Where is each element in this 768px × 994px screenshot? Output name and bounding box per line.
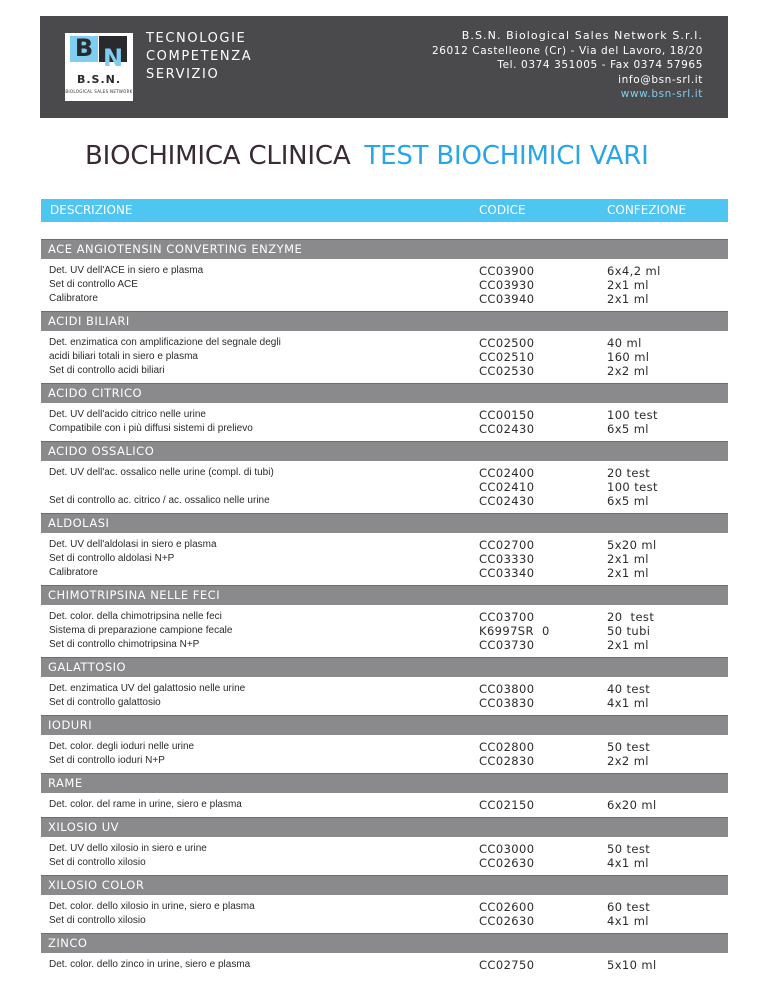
description-line: Calibratore bbox=[49, 293, 98, 304]
category-header: XILOSIO COLOR bbox=[41, 875, 728, 895]
logo-tagline: BIOLOGICAL SALES NETWORK bbox=[65, 89, 133, 94]
pack-line: 40 test bbox=[607, 682, 651, 696]
code-line: CC02630 bbox=[479, 856, 535, 870]
page-header bbox=[40, 16, 728, 118]
code-line: CC03340 bbox=[479, 566, 535, 580]
logo-letter-b: B bbox=[74, 34, 94, 62]
product-descriptions bbox=[49, 958, 469, 972]
product-descriptions bbox=[49, 466, 469, 508]
product-codes bbox=[479, 900, 599, 928]
product-descriptions bbox=[49, 900, 469, 928]
product-group bbox=[41, 953, 728, 977]
product-descriptions bbox=[49, 610, 469, 652]
product-descriptions bbox=[49, 264, 469, 306]
title-main: BIOCHIMICA CLINICA bbox=[85, 141, 351, 171]
product-descriptions bbox=[49, 682, 469, 710]
pack-line: 2x1 ml bbox=[607, 552, 649, 566]
description-line: Set di controllo xilosio bbox=[49, 857, 146, 868]
category-header: ACIDO OSSALICO bbox=[41, 441, 728, 461]
category-header: ACIDI BILIARI bbox=[41, 311, 728, 331]
description-line: Set di controllo galattosio bbox=[49, 697, 161, 708]
pack-line: 100 test bbox=[607, 408, 658, 422]
product-descriptions bbox=[49, 538, 469, 580]
product-packs bbox=[607, 798, 657, 812]
bsn-logo bbox=[65, 33, 133, 101]
category-header: ZINCO bbox=[41, 933, 728, 953]
description-line: Det. color. dello xilosio in urine, siero e plasma bbox=[49, 901, 255, 912]
code-line: CC02400 bbox=[479, 466, 535, 480]
code-line: CC02410 bbox=[479, 480, 535, 494]
description-line: acidi biliari totali in siero e plasma bbox=[49, 351, 198, 362]
slogan-line: COMPETENZA bbox=[146, 49, 253, 64]
column-header-bar bbox=[41, 199, 728, 222]
product-codes bbox=[479, 958, 599, 972]
description-line: Set di controllo xilosio bbox=[49, 915, 146, 926]
code-line: CC03730 bbox=[479, 638, 535, 652]
title-sub: TEST BIOCHIMICI VARI bbox=[364, 141, 649, 171]
product-group bbox=[41, 461, 728, 513]
logo-wordmark: B.S.N. bbox=[76, 73, 122, 86]
code-line: CC02830 bbox=[479, 754, 535, 768]
product-packs bbox=[607, 610, 654, 652]
logo-letter-n: N bbox=[102, 44, 124, 72]
description-line: Det. enzimatica con amplificazione del segnale degli bbox=[49, 337, 281, 348]
product-group bbox=[41, 331, 728, 383]
description-line: Det. color. del rame in urine, siero e plasma bbox=[49, 799, 242, 810]
product-group bbox=[41, 533, 728, 585]
description-line: Det. UV dell'aldolasi in siero e plasma bbox=[49, 539, 217, 550]
pack-line: 2x1 ml bbox=[607, 566, 649, 580]
code-line: CC02150 bbox=[479, 798, 535, 812]
description-line: Det. color. dello zinco in urine, siero e plasma bbox=[49, 959, 251, 970]
code-line: CC03700 bbox=[479, 610, 535, 624]
pack-line: 5x20 ml bbox=[607, 538, 657, 552]
category-header: ACE ANGIOTENSIN CONVERTING ENZYME bbox=[41, 239, 728, 259]
product-codes bbox=[479, 408, 599, 436]
pack-line: 4x1 ml bbox=[607, 914, 649, 928]
product-group bbox=[41, 793, 728, 817]
code-line: CC02530 bbox=[479, 364, 535, 378]
product-packs bbox=[607, 538, 657, 580]
product-packs bbox=[607, 900, 650, 928]
category-header: GALATTOSIO bbox=[41, 657, 728, 677]
pack-line: 6x4,2 ml bbox=[607, 264, 661, 278]
code-line: CC02600 bbox=[479, 900, 535, 914]
description-line: Set di controllo acidi biliari bbox=[49, 365, 165, 376]
product-codes bbox=[479, 842, 599, 870]
pack-line: 20 test bbox=[607, 466, 651, 480]
product-group bbox=[41, 403, 728, 441]
slogan-line: SERVIZIO bbox=[146, 67, 220, 82]
pack-line: 40 ml bbox=[607, 336, 642, 350]
code-line: CC02800 bbox=[479, 740, 535, 754]
description-line: Det. color. della chimotripsina nelle feci bbox=[49, 611, 222, 622]
description-line: Det. UV dell'ac. ossalico nelle urine (compl. di tubi) bbox=[49, 467, 274, 478]
category-header: IODURI bbox=[41, 715, 728, 735]
product-group bbox=[41, 605, 728, 657]
code-line: CC03930 bbox=[479, 278, 535, 292]
product-packs bbox=[607, 336, 649, 378]
product-group bbox=[41, 735, 728, 773]
company-phone: Tel. 0374 351005 - Fax 0374 57965 bbox=[497, 59, 703, 71]
company-website[interactable]: www.bsn-srl.it bbox=[620, 88, 703, 100]
column-pack: CONFEZIONE bbox=[607, 203, 687, 217]
description-line: Det. color. degli ioduri nelle urine bbox=[49, 741, 195, 752]
category-header: ALDOLASI bbox=[41, 513, 728, 533]
description-line: Det. UV dell'ACE in siero e plasma bbox=[49, 265, 204, 276]
pack-line: 60 test bbox=[607, 900, 651, 914]
description-line: Calibratore bbox=[49, 567, 98, 578]
pack-line: 2x1 ml bbox=[607, 638, 649, 652]
code-line: CC03330 bbox=[479, 552, 535, 566]
code-line: CC02510 bbox=[479, 350, 535, 364]
description-line bbox=[49, 480, 469, 494]
company-address: 26012 Castelleone (Cr) - Via del Lavoro, 18/20 bbox=[431, 44, 703, 57]
description-line: Det. enzimatica UV del galattosio nelle urine bbox=[49, 683, 246, 694]
product-codes bbox=[479, 466, 599, 508]
code-line: CC03800 bbox=[479, 682, 535, 696]
company-info bbox=[432, 29, 703, 102]
category-header: XILOSIO UV bbox=[41, 817, 728, 837]
product-descriptions bbox=[49, 336, 469, 378]
company-name: B.S.N. Biological Sales Network S.r.l. bbox=[461, 29, 703, 42]
description-line: Set di controllo ioduri N+P bbox=[49, 755, 165, 766]
code-line: CC03940 bbox=[479, 292, 535, 306]
product-table bbox=[41, 223, 728, 977]
product-packs bbox=[607, 408, 658, 436]
description-line: Compatibile con i più diffusi sistemi di prelievo bbox=[49, 423, 253, 434]
product-descriptions bbox=[49, 740, 469, 768]
column-code: CODICE bbox=[479, 203, 526, 217]
product-group bbox=[41, 259, 728, 311]
code-line: CC02700 bbox=[479, 538, 535, 552]
pack-line: 2x1 ml bbox=[607, 292, 649, 306]
pack-line: 5x10 ml bbox=[607, 958, 657, 972]
code-line: CC00150 bbox=[479, 408, 535, 422]
product-codes bbox=[479, 264, 599, 306]
pack-line: 6x5 ml bbox=[607, 494, 649, 508]
code-line: CC02430 bbox=[479, 494, 535, 508]
description-line: Sistema di preparazione campione fecale bbox=[49, 625, 233, 636]
code-line: CC03830 bbox=[479, 696, 535, 710]
product-codes bbox=[479, 610, 599, 652]
pack-line: 160 ml bbox=[607, 350, 650, 364]
code-line: CC03000 bbox=[479, 842, 535, 856]
pack-line: 4x1 ml bbox=[607, 856, 649, 870]
description-line: Set di controllo ac. citrico / ac. ossalico nelle urine bbox=[49, 495, 270, 506]
product-group bbox=[41, 677, 728, 715]
code-line: CC02500 bbox=[479, 336, 535, 350]
description-line: Det. UV dell'acido citrico nelle urine bbox=[49, 409, 206, 420]
code-line: CC02430 bbox=[479, 422, 535, 436]
pack-line: 2x1 ml bbox=[607, 278, 649, 292]
description-line: Set di controllo aldolasi N+P bbox=[49, 553, 175, 564]
description-line: Det. UV dello xilosio in siero e urine bbox=[49, 843, 207, 854]
slogan-line: TECNOLOGIE bbox=[146, 31, 247, 46]
company-email[interactable]: info@bsn-srl.it bbox=[618, 73, 703, 86]
pack-line: 50 test bbox=[607, 740, 651, 754]
product-codes bbox=[479, 740, 599, 768]
column-description: DESCRIZIONE bbox=[50, 203, 133, 217]
code-line: K6997SR 0 bbox=[479, 624, 550, 638]
category-header: ACIDO CITRICO bbox=[41, 383, 728, 403]
product-packs bbox=[607, 740, 650, 768]
product-descriptions bbox=[49, 842, 469, 870]
product-packs bbox=[607, 842, 650, 870]
product-group bbox=[41, 895, 728, 933]
product-codes bbox=[479, 682, 599, 710]
pack-line: 2x2 ml bbox=[607, 754, 649, 768]
product-descriptions bbox=[49, 798, 469, 812]
product-packs bbox=[607, 958, 657, 972]
pack-line: 4x1 ml bbox=[607, 696, 649, 710]
page-title bbox=[85, 141, 649, 171]
code-line: CC02630 bbox=[479, 914, 535, 928]
category-header: RAME bbox=[41, 773, 728, 793]
product-packs bbox=[607, 682, 650, 710]
pack-line: 100 test bbox=[607, 480, 658, 494]
code-line: CC03900 bbox=[479, 264, 535, 278]
pack-line: 20 test bbox=[607, 610, 655, 624]
slogan bbox=[146, 30, 252, 84]
pack-line: 6x20 ml bbox=[607, 798, 657, 812]
pack-line: 50 tubi bbox=[607, 624, 651, 638]
code-line: CC02750 bbox=[479, 958, 535, 972]
product-packs bbox=[607, 466, 658, 508]
description-line: Set di controllo chimotripsina N+P bbox=[49, 639, 200, 650]
product-codes bbox=[479, 538, 599, 580]
product-descriptions bbox=[49, 408, 469, 436]
product-codes bbox=[479, 336, 599, 378]
product-codes bbox=[479, 798, 599, 812]
product-group bbox=[41, 837, 728, 875]
pack-line: 50 test bbox=[607, 842, 651, 856]
description-line: Set di controllo ACE bbox=[49, 279, 138, 290]
product-packs bbox=[607, 264, 661, 306]
pack-line: 2x2 ml bbox=[607, 364, 649, 378]
category-header: CHIMOTRIPSINA NELLE FECI bbox=[41, 585, 728, 605]
pack-line: 6x5 ml bbox=[607, 422, 649, 436]
